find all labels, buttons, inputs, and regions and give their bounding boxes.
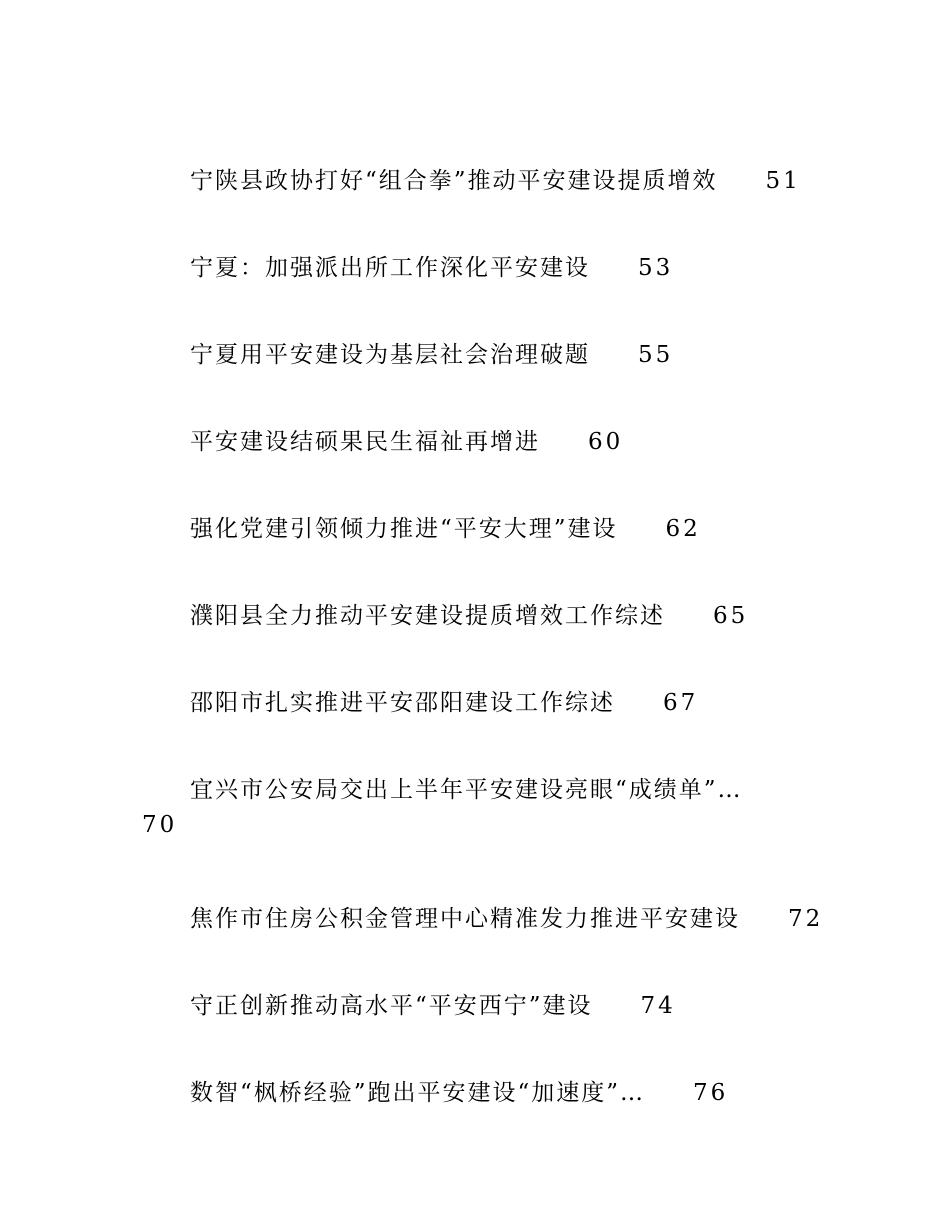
toc-entry-title: 宁夏用平安建设为基层社会治理破题 bbox=[190, 342, 590, 368]
toc-entry-title: 宁陕县政协打好“组合拳”推动平安建设提质增效 bbox=[190, 168, 718, 194]
toc-entry-page: 51 bbox=[765, 168, 801, 194]
toc-entry[interactable] bbox=[190, 688, 698, 718]
toc-entry-title: 宜兴市公安局交出上半年平安建设亮眼“成绩单”… bbox=[190, 777, 743, 803]
toc-entry-page: 60 bbox=[588, 429, 624, 455]
toc-entry[interactable] bbox=[190, 904, 823, 934]
toc-entry-title: 焦作市住房公积金管理中心精准发力推进平安建设 bbox=[190, 906, 740, 932]
toc-entry[interactable] bbox=[190, 1078, 728, 1108]
toc-entry[interactable] bbox=[142, 775, 743, 838]
toc-entry[interactable] bbox=[190, 991, 676, 1021]
toc-entry[interactable] bbox=[190, 514, 701, 544]
toc-entry-page: 53 bbox=[638, 255, 674, 281]
toc-entry-page: 62 bbox=[665, 516, 701, 542]
toc-entry-page: 70 bbox=[142, 812, 178, 838]
toc-entry[interactable] bbox=[190, 253, 673, 283]
toc-entry-title: 数智“枫桥经验”跑出平安建设“加速度”… bbox=[190, 1080, 646, 1106]
toc-entry-page: 67 bbox=[663, 690, 699, 716]
toc-entry[interactable] bbox=[190, 340, 673, 370]
toc-entry-page: 74 bbox=[640, 993, 676, 1019]
toc-entry-title: 濮阳县全力推动平安建设提质增效工作综述 bbox=[190, 603, 665, 629]
toc-entry[interactable] bbox=[190, 427, 623, 457]
toc-entry-page: 55 bbox=[638, 342, 674, 368]
toc-entry[interactable] bbox=[190, 601, 748, 631]
toc-entry[interactable] bbox=[190, 166, 801, 196]
toc-entry-title: 守正创新推动高水平“平安西宁”建设 bbox=[190, 993, 593, 1019]
toc-entry-title: 强化党建引领倾力推进“平安大理”建设 bbox=[190, 516, 618, 542]
toc-entry-title: 平安建设结硕果民生福祉再增进 bbox=[190, 429, 540, 455]
toc-entry-page: 76 bbox=[693, 1080, 729, 1106]
toc-entry-title: 宁夏：加强派出所工作深化平安建设 bbox=[190, 255, 590, 281]
toc-entry-page: 72 bbox=[788, 906, 824, 932]
toc-entry-page: 65 bbox=[713, 603, 749, 629]
toc-entry-title: 邵阳市扎实推进平安邵阳建设工作综述 bbox=[190, 690, 615, 716]
